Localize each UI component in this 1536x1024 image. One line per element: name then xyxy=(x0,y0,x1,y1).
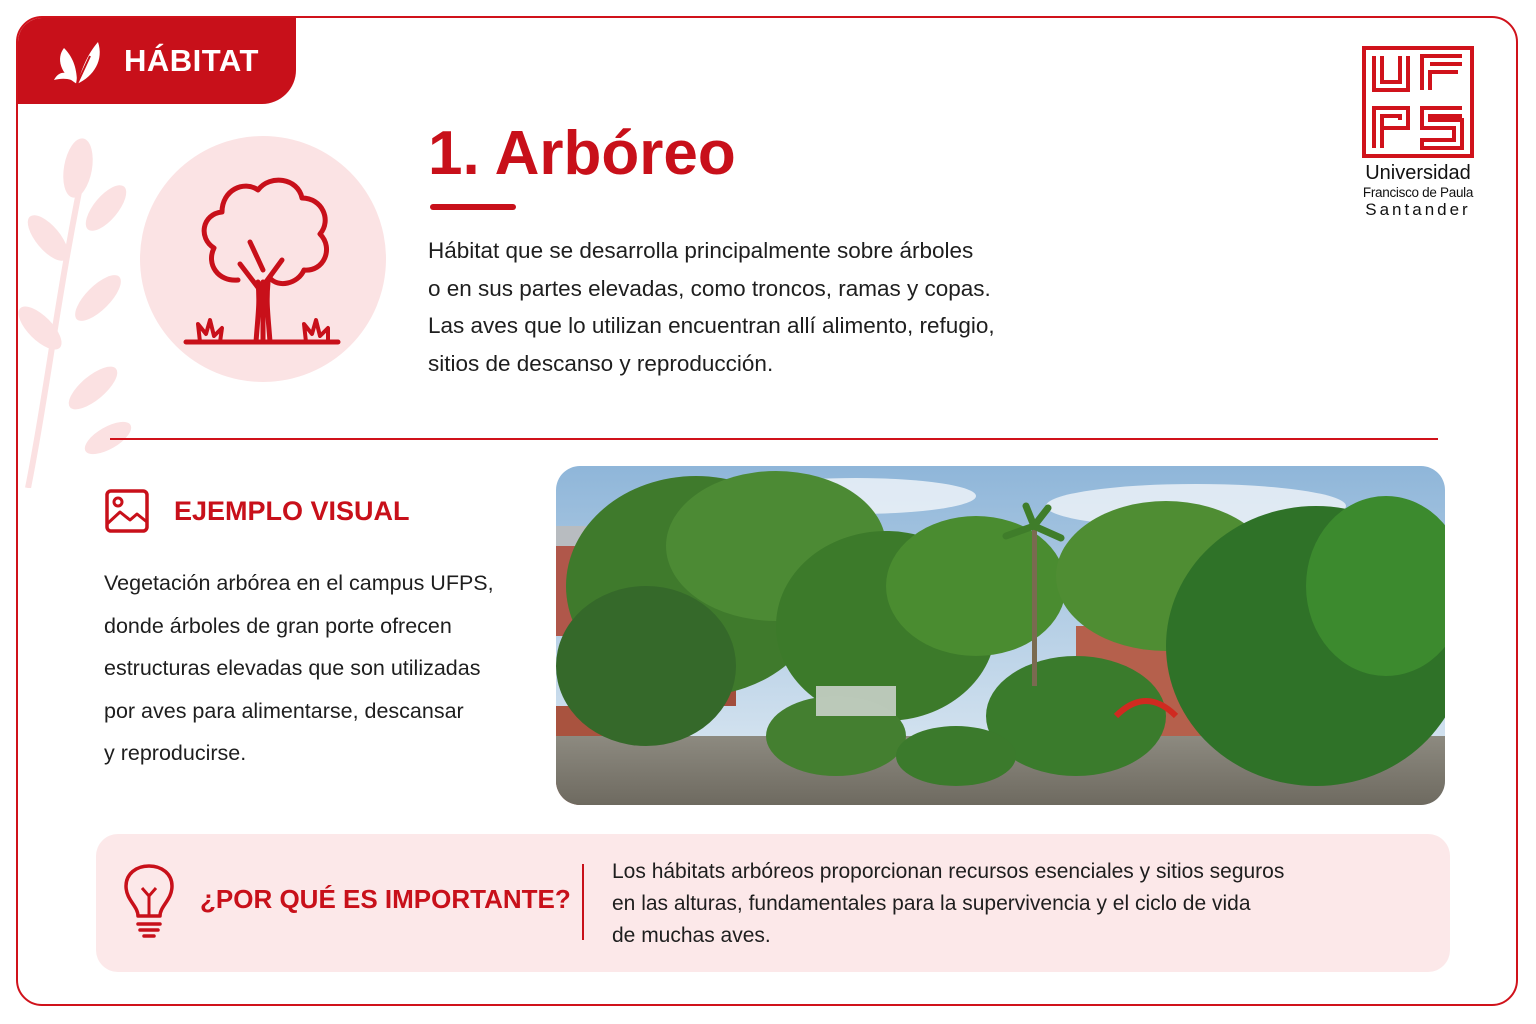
habitat-tag-label: HÁBITAT xyxy=(124,43,259,78)
image-icon xyxy=(104,488,150,534)
tree-icon-badge xyxy=(140,136,386,382)
logo-text-santander: Santander xyxy=(1365,200,1471,219)
importance-text xyxy=(612,856,1412,952)
habitat-card xyxy=(16,16,1518,1006)
ufps-logo xyxy=(1358,46,1478,220)
ufps-logo-mark-icon xyxy=(1362,46,1474,158)
importance-box xyxy=(96,834,1450,972)
importance-separator xyxy=(582,864,584,940)
decorative-leaves-icon xyxy=(18,128,138,488)
example-text xyxy=(104,562,544,775)
page-title: 1. Arbóreo xyxy=(428,119,736,188)
example-line: por aves para alimentarse, descansar xyxy=(104,698,464,723)
tree-icon xyxy=(178,164,348,354)
example-line: y reproducirse. xyxy=(104,741,247,765)
importance-line: en las alturas, fundamentales para la supervivencia y el ciclo de vida xyxy=(612,892,1251,915)
habitat-tag xyxy=(18,18,296,104)
importance-line: de muchas aves. xyxy=(612,924,771,947)
leaves-icon xyxy=(50,34,104,88)
importance-heading: ¿POR QUÉ ES IMPORTANTE? xyxy=(200,884,571,914)
lightbulb-icon xyxy=(122,864,176,940)
logo-text-name: Francisco de Paula xyxy=(1362,185,1474,200)
logo-text-university: Universidad xyxy=(1365,162,1471,184)
campus-photo xyxy=(556,466,1445,805)
example-line: estructuras elevadas que son utilizadas xyxy=(104,656,481,680)
example-heading xyxy=(104,488,410,534)
example-line: Vegetación arbórea en el campus UFPS, xyxy=(104,571,494,595)
example-line: donde árboles de gran porte ofrecen xyxy=(104,613,452,638)
intro-line: Hábitat que se desarrolla principalmente sobre árboles xyxy=(428,238,974,263)
importance-line: Los hábitats arbóreos proporcionan recursos esenciales y sitios seguros xyxy=(612,860,1285,883)
intro-line: o en sus partes elevadas, como troncos, ramas y copas. xyxy=(428,275,991,301)
section-divider xyxy=(110,438,1438,440)
intro-text xyxy=(428,232,1108,382)
intro-line: Las aves que lo utilizan encuentran allí alimento, refugio, xyxy=(428,313,995,338)
title-underline xyxy=(430,204,516,210)
example-heading-label: EJEMPLO VISUAL xyxy=(174,495,410,526)
intro-line: sitios de descanso y reproducción. xyxy=(428,350,774,376)
